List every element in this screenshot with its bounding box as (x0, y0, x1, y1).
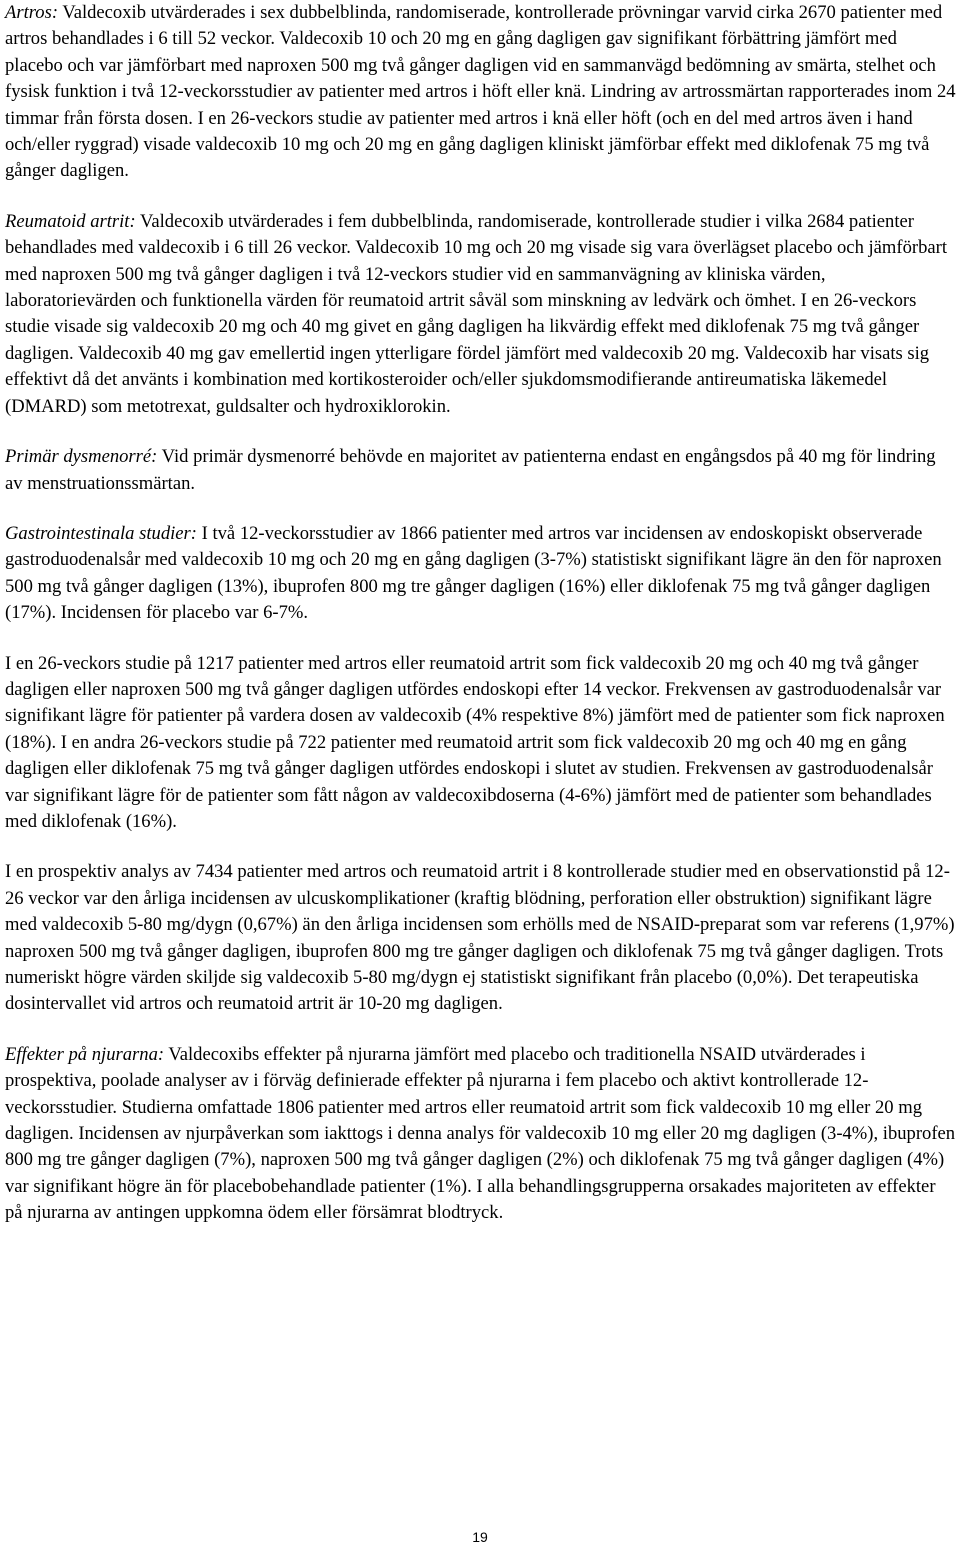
page-number: 19 (472, 1529, 488, 1545)
paragraph-prospektiv-analys (5, 859, 957, 1017)
paragraph-26-veckors-studie (5, 651, 957, 836)
heading-gastrointestinala-studier: Gastrointestinala studier: (5, 522, 197, 544)
text-primar-dysmenorre: Vid primär dysmenorré behövde en majoritet av patienterna endast en engångsdos på 40 mg för lindring av menstruationssmärtan. (5, 446, 936, 494)
document-page (5, 0, 957, 1227)
text-reumatoid-artrit: Valdecoxib utvärderades i fem dubbelblinda, randomiserade, kontrollerade studier i vilka 2684 patienter behandlades med valdecoxib i 6 till 26 veckor. Valdecoxib 10 mg och 20 mg visade sig vara överlägset placebo och jämförbart med naproxen 500 mg två gånger dagligen i två 12-veckors studier vid en sammanvägning av kliniska värden, laboratorievärden och funktionella värden för reumatoid artrit såväl som minskning av ledvärk och ömhet. I en 26-veckors studie visade sig valdecoxib 20 mg och 40 mg givet en gång dagligen ha likvärdig effekt med diklofenak 75 mg två gånger dagligen. Valdecoxib 40 mg gav emellertid ingen ytterligare fördel jämfört med valdecoxib 20 mg. Valdecoxib har visats sig effektivt då det använts i kombination med kortikosteroider och/eller sjukdomsmodifierande antireumatiska läkemedel (DMARD) som metotrexat, guldsalter och hydroxiklorokin. (5, 210, 947, 417)
paragraph-gastrointestinala-studier (5, 521, 957, 627)
paragraph-artros (5, 0, 957, 185)
text-prospektiv-analys: I en prospektiv analys av 7434 patienter med artros och reumatoid artrit i 8 kontrollerade studier med en observationstid på 12-26 veckor var den årliga incidensen av ulcuskomplikationer (kraftig blödning, perforation eller obstruktion) signifikant lägre med valdecoxib 5-80 mg/dygn (0,67%) än den årliga incidensen som erhölls med de NSAID-preparat som var referens (1,97%) naproxen 500 mg två gånger dagligen, ibuprofen 800 mg tre gånger dagligen och diklofenak 75 mg två gånger dagligen. Trots numeriskt högre värden skiljde sig valdecoxib 5-80 mg/dygn ej statistiskt signifikant från placebo (0,0%). Det terapeutiska dosintervallet vid artros och reumatoid artrit är 10-20 mg dagligen. (5, 861, 955, 1015)
text-gastrointestinala-studier: I två 12-veckorsstudier av 1866 patienter med artros var incidensen av endoskopiskt observerade gastroduodenalsår med valdecoxib 10 mg och 20 mg en gång dagligen (3-7%) statistiskt signifikant lägre än den för naproxen 500 mg två gånger dagligen (13%), ibuprofen 800 mg tre gånger dagligen (16%) eller diklofenak 75 mg två gånger dagligen (17%). Incidensen för placebo var 6-7%. (5, 522, 942, 624)
heading-primar-dysmenorre: Primär dysmenorré: (5, 446, 158, 468)
heading-artros: Artros: (5, 2, 59, 23)
paragraph-effekter-pa-njurarna (5, 1042, 957, 1227)
paragraph-reumatoid-artrit (5, 209, 957, 420)
text-26-veckors-studie: I en 26-veckors studie på 1217 patienter med artros eller reumatoid artrit som fick valdecoxib 20 mg och 40 mg två gånger dagligen eller naproxen 500 mg två gånger dagligen utfördes endoskopi efter 14 veckor. Frekvensen av gastroduodenalsår var signifikant lägre för patienter på vardera dosen av valdecoxib (4% respektive 8%) jämfört med de patienter som fick naproxen (18%). I en andra 26-veckors studie på 722 patienter med reumatoid artrit som fick valdecoxib 20 mg och 40 mg en gång dagligen eller diklofenak 75 mg två gånger dagligen utfördes endoskopi i slutet av studien. Frekvensen av gastroduodenalsår var signifikant lägre för de patienter som fått någon av valdecoxibdoserna (4-6%) jämfört med de patienter som behandlades med diklofenak (16%). (5, 652, 945, 832)
text-effekter-pa-njurarna: Valdecoxibs effekter på njurarna jämfört med placebo och traditionella NSAID utvärderades i prospektiva, poolade analyser av i förväg definierade effekter på njurarna i fem placebo och aktivt kontrollerade 12-veckorsstudier. Studierna omfattade 1806 patienter med artros eller reumatoid artrit som fick valdecoxib 10 mg eller 20 mg dagligen. Incidensen av njurpåverkan som iakttogs i denna analys för valdecoxib 10 mg eller 20 mg dagligen (3-4%), ibuprofen 800 mg tre gånger dagligen (7%), naproxen 500 mg två gånger dagligen (2%) och diklofenak 75 mg två gånger dagligen (4%) var signifikant högre än för placebobehandlade patienter (1%). I alla behandlingsgrupperna orsakades majoriteten av effekter på njurarna av antingen uppkomna ödem eller försämrat blodtryck. (5, 1043, 956, 1224)
heading-reumatoid-artrit: Reumatoid artrit: (5, 210, 136, 232)
paragraph-primar-dysmenorre (5, 444, 957, 497)
heading-effekter-pa-njurarna: Effekter på njurarna: (5, 1043, 165, 1065)
text-artros: Valdecoxib utvärderades i sex dubbelblinda, randomiserade, kontrollerade prövningar varvid cirka 2670 patienter med artros behandlades i 6 till 52 veckor. Valdecoxib 10 och 20 mg en gång dagligen gav signifikant förbättring jämfört med placebo och var jämförbart med naproxen 500 mg två gånger dagligen vid en sammanvägd bedömning av smärta, stelhet och fysisk funktion i två 12-veckorsstudier av patienter med artros i höft eller knä. Lindring av artrossmärtan rapporterades inom 24 timmar från första dosen. I en 26-veckors studie av patienter med artros i knä eller höft (och en del med artros även i hand och/eller ryggrad) visade valdecoxib 10 mg och 20 mg en gång dagligen kliniskt jämförbar effekt med diklofenak 75 mg två gånger dagligen. (5, 2, 956, 182)
